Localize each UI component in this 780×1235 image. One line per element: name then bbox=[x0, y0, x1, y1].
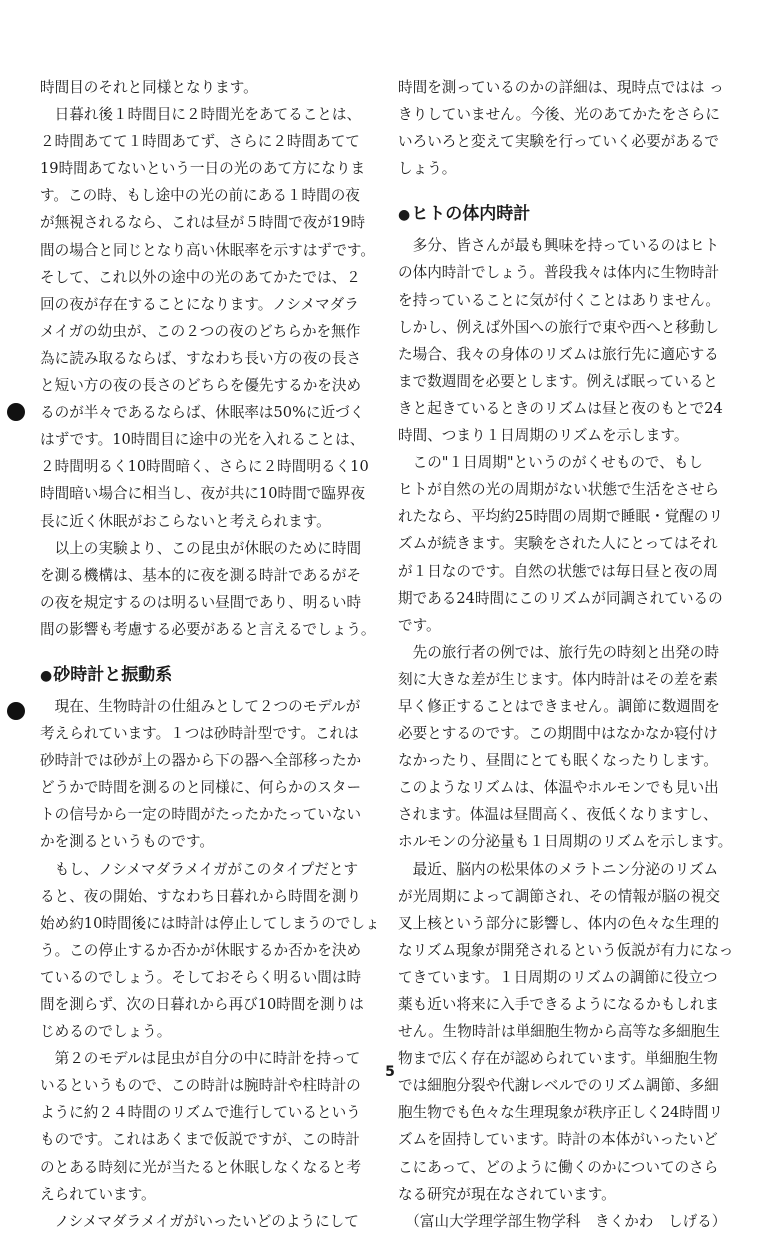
text-line: いろいろと変えて実験を行っていく必要があるで bbox=[398, 133, 719, 151]
text-line: ホルモンの分泌量も１日周期のリズムを示します。 bbox=[398, 833, 733, 851]
text-line: では細胞分裂や代謝レベルでのリズム調節、多細 bbox=[398, 1077, 719, 1095]
text-line: 砂時計では砂が上の器から下の器へ全部移ったか bbox=[40, 752, 362, 770]
text-line: 早く修正することはできません。調節に数週間を bbox=[398, 697, 720, 715]
text-line: 間の影響も考慮する必要があると言えるでしょう。 bbox=[40, 620, 376, 638]
text-line: ノシメマダラメイガがいったいどのようにして bbox=[40, 1212, 359, 1230]
text-line: どうかで時間を測るのと同様に、何らかのスター bbox=[40, 779, 362, 797]
text-line: 物まで広く存在が認められています。単細胞生物 bbox=[398, 1050, 718, 1068]
text-line: が光周期によって調節され、その情報が脳の視交 bbox=[398, 887, 720, 905]
page-number: 5 bbox=[385, 1064, 395, 1080]
text-line: 考えられています。１つは砂時計型です。これは bbox=[40, 725, 359, 743]
binder-hole-top bbox=[7, 403, 25, 421]
text-line: と短い方の夜の長さのどちらを優先するかを決め bbox=[40, 377, 362, 395]
text-line: てきています。１日周期のリズムの調節に役立つ bbox=[398, 968, 718, 986]
text-line: かを測るというものです。 bbox=[40, 833, 214, 851]
text-line: ているのでしょう。そしておそらく明るい間は時 bbox=[40, 968, 362, 986]
text-line: を持っていることに気が付くことはありません。 bbox=[398, 291, 720, 309]
section-heading bbox=[40, 657, 380, 693]
text-line: じめるのでしょう。 bbox=[40, 1023, 172, 1041]
text-line: ２時間あてて１時間あてず、さらに２時間あてて bbox=[40, 133, 360, 151]
heading-bullet-icon: ● bbox=[40, 667, 53, 684]
text-line: 先の旅行者の例では、旅行先の時刻と出発の時 bbox=[398, 643, 720, 661]
text-line: 回の夜が存在することになります。ノシメマダラ bbox=[40, 295, 359, 313]
text-line: るのが半々であるならば、休眠率は50%に近づく bbox=[40, 404, 365, 422]
text-line: す。この時、もし途中の光の前にある１時間の夜 bbox=[40, 187, 360, 205]
text-line: なる研究が現在なされています。 bbox=[398, 1185, 616, 1203]
text-line: れたなら、平均約25時間の周期で睡眠・覚醒のリ bbox=[398, 508, 724, 526]
text-line: 間を測らず、次の日暮れから再び10時間を測りは bbox=[40, 996, 364, 1013]
text-line: を測る機構は、基本的に夜を測る時計であるがそ bbox=[40, 566, 362, 584]
text-line: この"１日周期"というのがくせもので、もし bbox=[398, 454, 704, 472]
right-column bbox=[398, 74, 738, 1235]
text-line: う。この停止するか否かが休眠するか否かを決め bbox=[40, 941, 362, 959]
binder-hole-bottom bbox=[7, 702, 25, 720]
paragraph-spacer bbox=[40, 643, 380, 653]
text-line: もし、ノシメマダラメイガがこのタイプだとす bbox=[40, 860, 359, 878]
text-line: メイガの幼虫が、この２つの夜のどちらかを無作 bbox=[40, 322, 361, 340]
text-line: 時間目のそれと同様となります。 bbox=[40, 79, 258, 96]
text-line: トの信号から一定の時間がたったかたっていない bbox=[40, 806, 362, 824]
text-line: しょう。 bbox=[398, 160, 457, 178]
text-line: きと起きているときのリズムは昼と夜のもとで24 bbox=[398, 399, 723, 417]
paragraph-spacer bbox=[398, 182, 738, 192]
text-line: のとある時刻に光が当たると休眠しなくなると考 bbox=[40, 1158, 362, 1176]
text-line: されます。体温は昼間高く、夜低くなりますし、 bbox=[398, 806, 718, 824]
text-line: ズムを固持しています。時計の本体がいったいど bbox=[398, 1131, 718, 1149]
text-line: （富山大学理学部生物学科 きくかわ しげる） bbox=[398, 1212, 727, 1230]
text-line: 最近、脳内の松果体のメラトニン分泌のリズム bbox=[398, 860, 719, 878]
section-heading bbox=[398, 196, 738, 232]
left-column bbox=[40, 74, 380, 1235]
text-line: えられています。 bbox=[40, 1185, 156, 1203]
text-line: 始め約10時間後には時計は停止してしまうのでしょ bbox=[40, 914, 380, 932]
text-line: ように約２４時間のリズムで進行しているという bbox=[40, 1104, 361, 1122]
text-line: きりしていません。今後、光のあてかたをさらに bbox=[398, 106, 720, 124]
text-line: 時間、つまり１日周期のリズムを示します。 bbox=[398, 427, 689, 445]
text-line: ２時間明るく10時間暗く、さらに２時間明るく10 bbox=[40, 458, 369, 476]
text-line: まで数週間を必要とします。例えば眠っていると bbox=[398, 372, 718, 390]
text-line: 長に近く休眠がおこらないと考えられます。 bbox=[40, 512, 331, 530]
text-line: が１日なのです。自然の状態では毎日昼と夜の周 bbox=[398, 562, 718, 580]
text-line: の体内時計でしょう。普段我々は体内に生物時計 bbox=[398, 264, 720, 282]
section-heading-text: 砂時計と振動系 bbox=[53, 664, 173, 685]
text-line: 時間を測っているのかの詳細は、現時点ではは っ bbox=[398, 79, 724, 96]
text-line: 叉上核という部分に影響し、体内の色々な生理的 bbox=[398, 914, 720, 932]
text-line: ズムが続きます。実験をされた人にとってはそれ bbox=[398, 535, 718, 553]
text-line: ると、夜の開始、すなわち日暮れから時間を測り bbox=[40, 887, 362, 905]
text-line: こにあって、どのように働くのかについてのさら bbox=[398, 1158, 719, 1176]
text-line: しかし、例えば外国への旅行で東や西へと移動し bbox=[398, 318, 720, 336]
text-line: いるというもので、この時計は腕時計や柱時計の bbox=[40, 1077, 361, 1095]
text-line: 薬も近い将来に入手できるようになるかもしれま bbox=[398, 996, 720, 1013]
text-line: 期である24時間にこのリズムが同調されているの bbox=[398, 589, 723, 607]
text-line: ものです。これはあくまで仮説ですが、この時計 bbox=[40, 1131, 360, 1149]
text-line: 第２のモデルは昆虫が自分の中に時計を持って bbox=[40, 1050, 361, 1068]
section-heading-text: ヒトの体内時計 bbox=[411, 204, 531, 225]
text-line: このようなリズムは、体温やホルモンでも見い出 bbox=[398, 779, 719, 797]
text-line: 時間暗い場合に相当し、夜が共に10時間で臨界夜 bbox=[40, 485, 366, 503]
text-line: なかったり、昼間にとても眠くなったりします。 bbox=[398, 752, 718, 770]
text-line: が無視されるなら、これは昼が５時間で夜が19時 bbox=[40, 214, 366, 232]
heading-bullet-icon: ● bbox=[398, 207, 411, 224]
text-line: せん。生物時計は単細胞生物から高等な多細胞生 bbox=[398, 1023, 720, 1041]
text-line: 胞生物でも色々な生理現象が秩序正しく24時間リ bbox=[398, 1104, 724, 1122]
text-line: 現在、生物時計の仕組みとして２つのモデルが bbox=[40, 697, 361, 715]
text-line: の夜を規定するのは明るい昼間であり、明るい時 bbox=[40, 593, 362, 611]
text-line: なリズム現象が開発されるという仮説が有力になっ bbox=[398, 941, 734, 959]
text-line: 為に読み取るならば、すなわち長い方の夜の長さ bbox=[40, 349, 362, 367]
text-line: 必要とするのです。この期間中はなかなか寝付け bbox=[398, 725, 718, 743]
text-line: そして、これ以外の途中の光のあてかたでは、２ bbox=[40, 268, 361, 286]
text-line: 以上の実験より、この昆虫が休眠のために時間 bbox=[40, 539, 362, 557]
text-line: 多分、皆さんが最も興味を持っているのはヒト bbox=[398, 237, 720, 255]
text-line: た場合、我々の身体のリズムは旅行先に適応する bbox=[398, 345, 719, 363]
text-line: はずです。10時間目に途中の光を入れることは、 bbox=[40, 431, 365, 449]
text-line: 19時間あてないという一日の光のあて方になりま bbox=[40, 160, 366, 178]
text-line: 間の場合と同じとなり高い休眠率を示すはずです。 bbox=[40, 241, 375, 259]
text-line: 刻に大きな差が生じます。体内時計はその差を素 bbox=[398, 670, 718, 688]
text-line: です。 bbox=[398, 616, 441, 634]
text-line: ヒトが自然の光の周期がない状態で生活をさせら bbox=[398, 481, 720, 499]
text-line: 日暮れ後１時間目に２時間光をあてることは、 bbox=[40, 106, 362, 124]
